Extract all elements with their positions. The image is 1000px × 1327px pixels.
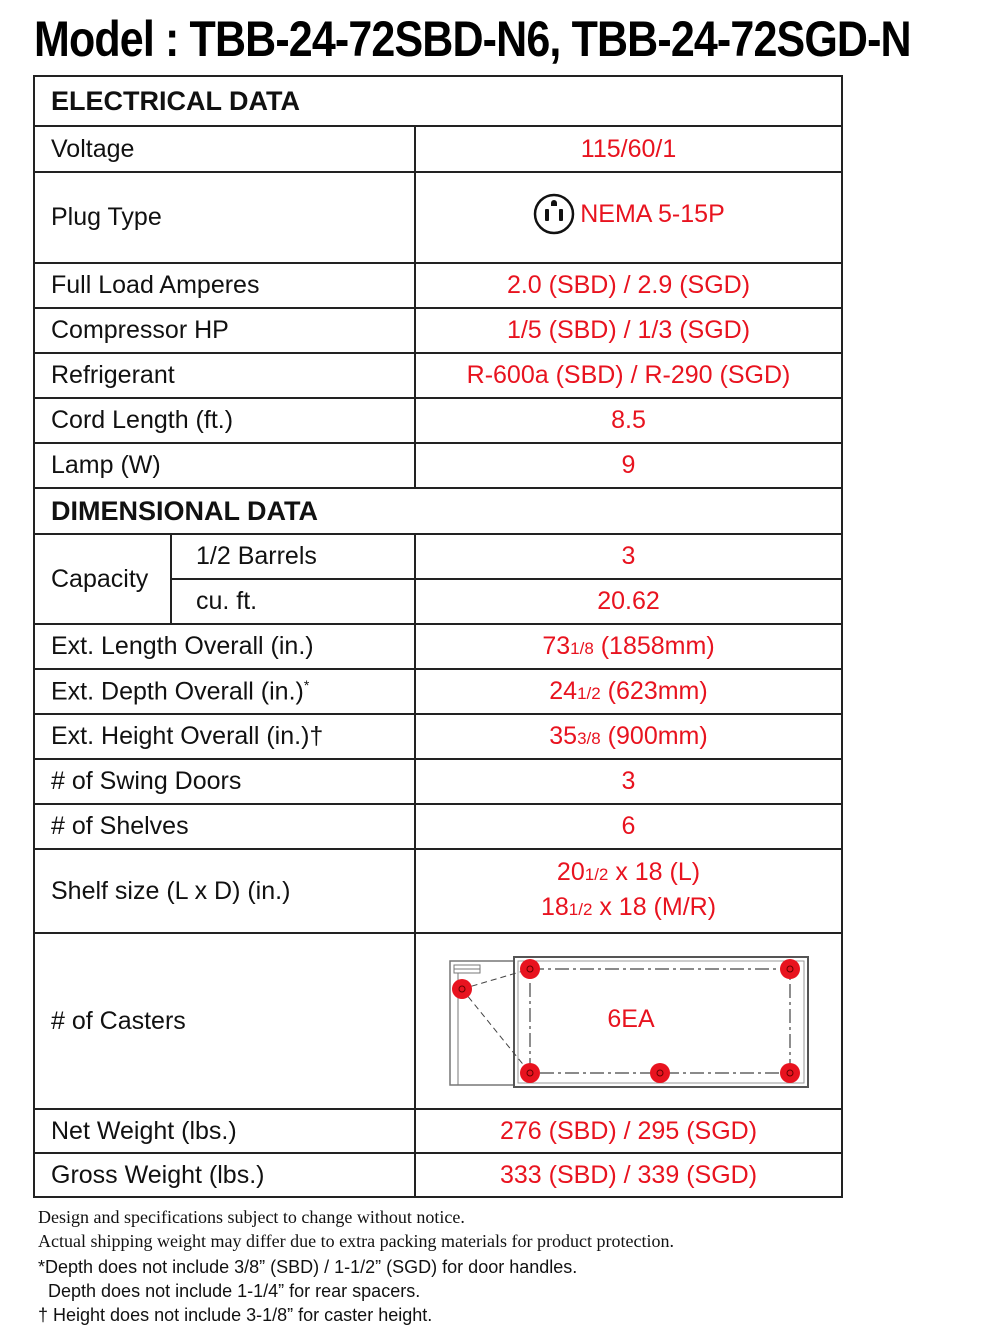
depth-metric: (623mm) (600, 677, 708, 705)
table-row (34, 308, 842, 353)
table-row (34, 933, 842, 1109)
depth-label-cell (34, 669, 415, 714)
plug-label: Plug Type (34, 172, 415, 263)
cord-value: 8.5 (415, 398, 842, 443)
table-row (34, 172, 842, 263)
table-row (34, 126, 842, 172)
length-label: Ext. Length Overall (in.) (34, 624, 415, 669)
plug-value-cell (415, 172, 842, 263)
net-weight-value: 276 (SBD) / 295 (SGD) (415, 1109, 842, 1153)
table-row (34, 714, 842, 759)
note-line: Actual shipping weight may differ due to extra packing materials for product protection. (38, 1231, 674, 1251)
refrigerant-label: Refrigerant (34, 353, 415, 398)
net-weight-label: Net Weight (lbs.) (34, 1109, 415, 1153)
shelf1-frac: 1/2 (584, 865, 609, 884)
footnotes (38, 1205, 978, 1327)
nema-plug-icon (532, 192, 576, 236)
table-row (34, 353, 842, 398)
cord-label: Cord Length (ft.) (34, 398, 415, 443)
length-whole: 73 (542, 632, 571, 660)
amps-label: Full Load Amperes (34, 263, 415, 308)
spec-table (33, 75, 843, 1198)
shelf1-whole: 20 (556, 858, 585, 886)
casters-value: 6EA (607, 1005, 655, 1033)
shelf-size-line1 (416, 856, 841, 891)
shelves-value: 6 (415, 804, 842, 849)
electrical-header: ELECTRICAL DATA (34, 76, 842, 126)
lamp-value: 9 (415, 443, 842, 488)
height-metric: (900mm) (600, 722, 708, 750)
page-title: Model : TBB-24-72SBD-N6, TBB-24-72SGD-N (34, 11, 911, 67)
cuft-value: 20.62 (415, 579, 842, 624)
plug-value: NEMA 5-15P (580, 199, 725, 228)
note-line: *Depth does not include 3/8” (SBD) / 1-1/2” (SGD) for door handles. (38, 1257, 578, 1277)
barrels-label: 1/2 Barrels (171, 534, 415, 579)
depth-frac: 1/2 (577, 684, 601, 703)
table-row (34, 263, 842, 308)
casters-value-cell (415, 933, 842, 1109)
shelf2-rest: x 18 (M/R) (592, 893, 717, 921)
shelf-size-line2 (416, 891, 841, 926)
table-row (34, 398, 842, 443)
table-row (34, 1109, 842, 1153)
table-row (34, 534, 842, 579)
shelf1-rest: x 18 (L) (608, 858, 701, 886)
depth-label: Ext. Depth Overall (in.) (51, 677, 304, 706)
cuft-label: cu. ft. (171, 579, 415, 624)
height-value (415, 714, 842, 759)
height-mark: † (309, 722, 324, 750)
voltage-value: 115/60/1 (415, 126, 842, 172)
height-label-cell (34, 714, 415, 759)
hp-label: Compressor HP (34, 308, 415, 353)
table-row (34, 669, 842, 714)
depth-mark: * (303, 676, 310, 693)
height-whole: 35 (549, 722, 578, 750)
doors-label: # of Swing Doors (34, 759, 415, 804)
table-row (34, 443, 842, 488)
note-line: † Height does not include 3-1/8” for caster height. (38, 1305, 433, 1325)
table-row (34, 849, 842, 933)
shelf2-frac: 1/2 (568, 900, 593, 919)
table-row (34, 624, 842, 669)
shelf-size-label: Shelf size (L x D) (in.) (34, 849, 415, 933)
height-label: Ext. Height Overall (in.) (51, 722, 310, 750)
length-frac: 1/8 (570, 639, 594, 658)
gross-weight-label: Gross Weight (lbs.) (34, 1153, 415, 1197)
height-frac: 3/8 (577, 729, 601, 748)
length-value (415, 624, 842, 669)
table-row (34, 759, 842, 804)
doors-value: 3 (415, 759, 842, 804)
table-row (34, 804, 842, 849)
refrigerant-value: R-600a (SBD) / R-290 (SGD) (415, 353, 842, 398)
depth-value (415, 669, 842, 714)
amps-value: 2.0 (SBD) / 2.9 (SGD) (415, 263, 842, 308)
shelf-size-value (415, 849, 842, 933)
hp-value: 1/5 (SBD) / 1/3 (SGD) (415, 308, 842, 353)
capacity-label: Capacity (34, 534, 171, 624)
shelf2-whole: 18 (540, 893, 569, 921)
note-line: Depth does not include 1-1/4” for rear spacers. (48, 1281, 421, 1301)
table-row (34, 1153, 842, 1197)
length-metric: (1858mm) (593, 632, 715, 660)
voltage-label: Voltage (34, 126, 415, 172)
depth-whole: 24 (549, 677, 578, 705)
lamp-label: Lamp (W) (34, 443, 415, 488)
casters-label: # of Casters (34, 933, 415, 1109)
barrels-value: 3 (415, 534, 842, 579)
gross-weight-value: 333 (SBD) / 339 (SGD) (415, 1153, 842, 1197)
note-line: Design and specifications subject to change without notice. (38, 1207, 465, 1227)
shelves-label: # of Shelves (34, 804, 415, 849)
dimensional-header: DIMENSIONAL DATA (34, 488, 842, 534)
